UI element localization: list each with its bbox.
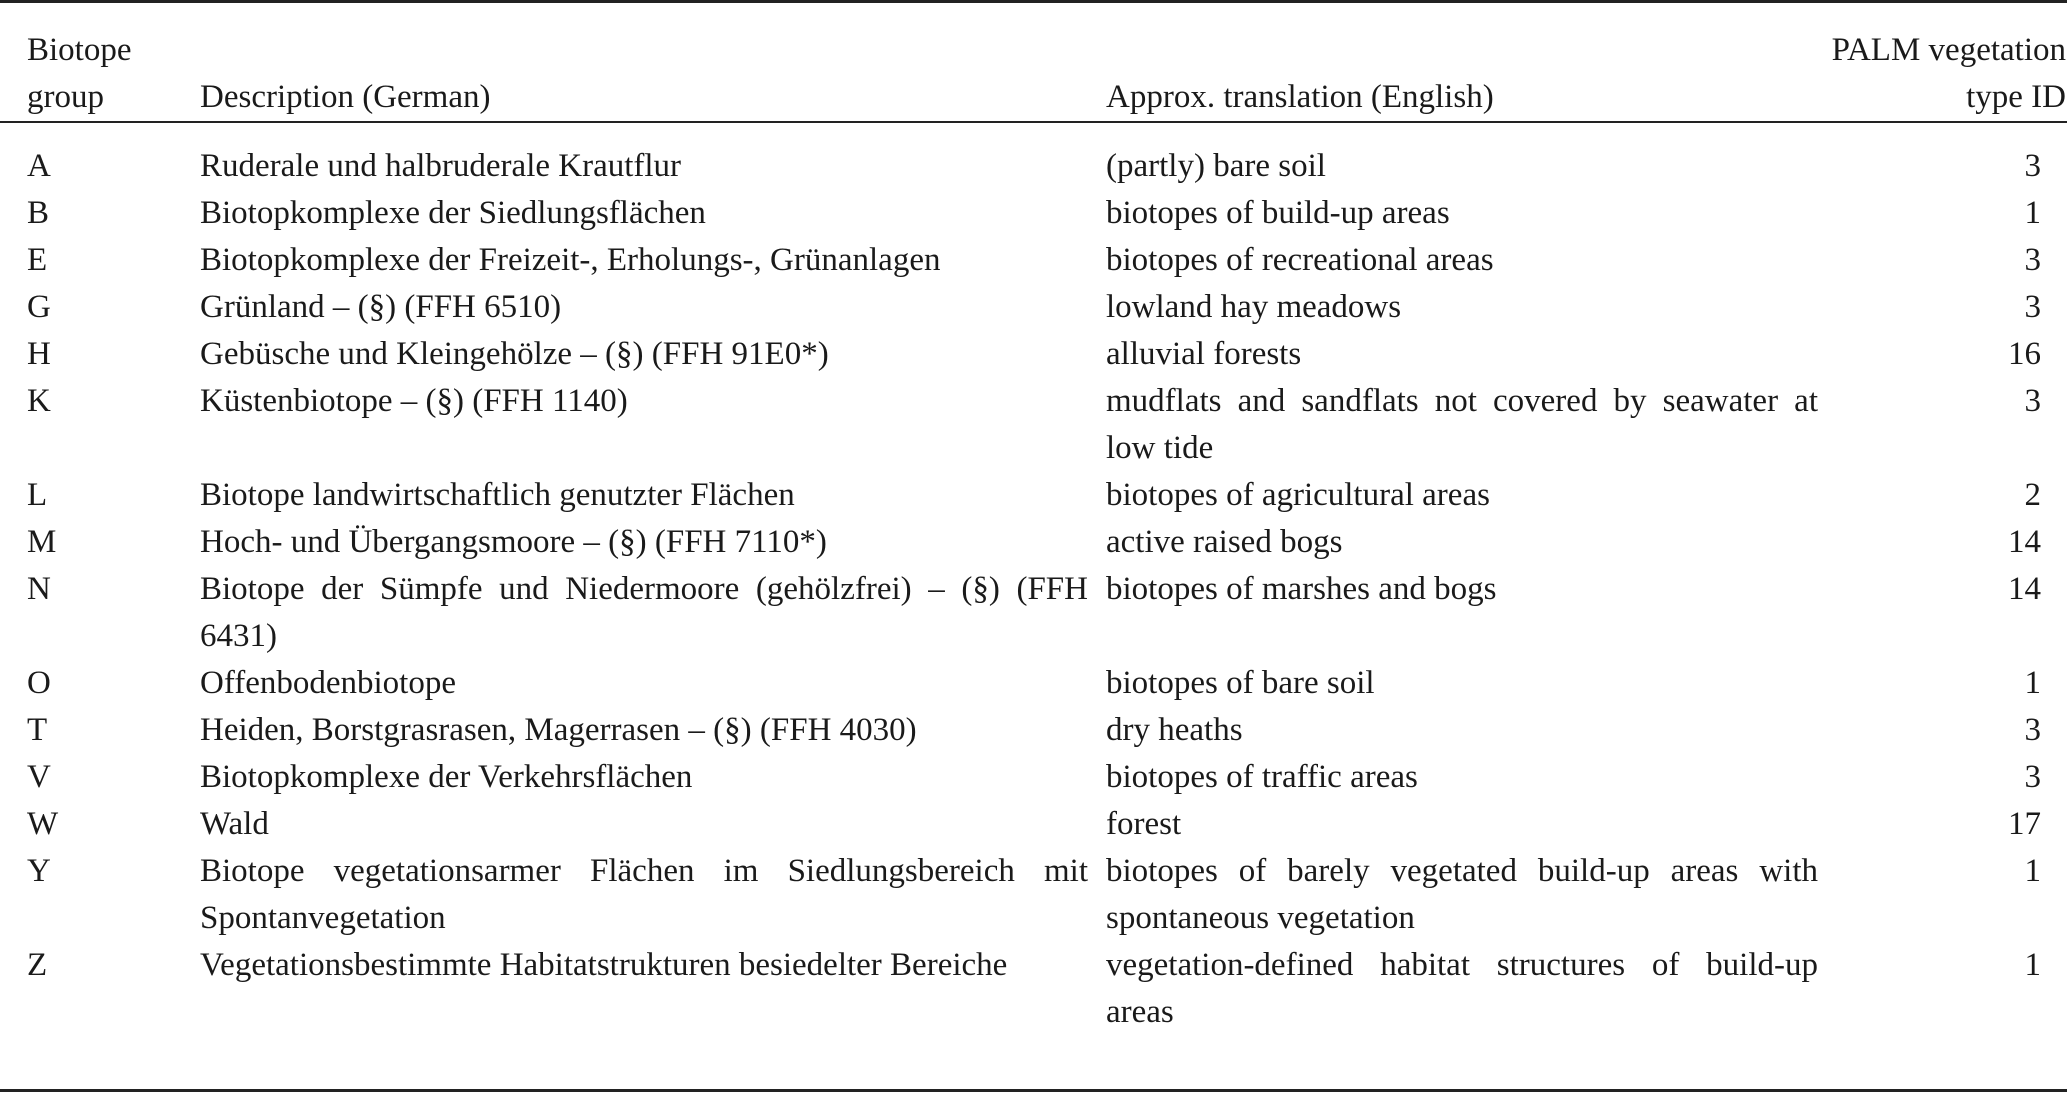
cell-description-de: Wald: [200, 806, 269, 842]
cell-biotope-group: K: [27, 383, 51, 419]
table-row: [0, 284, 2067, 331]
cell-biotope-group: O: [27, 665, 51, 701]
table-row: [0, 848, 2067, 942]
cell-translation-en: forest: [1106, 806, 1182, 842]
cell-palm-id: 1: [2024, 195, 2041, 231]
cell-translation-en: biotopes of barely vegetated build-up areas with spontaneous vegetation: [1106, 853, 1818, 936]
cell-description-de: Heiden, Borstgrasrasen, Magerrasen – (§) (FFH 4030): [200, 712, 917, 748]
cell-translation-en: biotopes of recreational areas: [1106, 242, 1494, 278]
cell-biotope-group: A: [27, 148, 51, 184]
cell-biotope-group: E: [27, 242, 48, 278]
cell-biotope-group: G: [27, 289, 51, 325]
cell-description-de: Biotope vegetationsarmer Flächen im Siedlungsbereich mit Spontanvegetation: [200, 853, 1088, 936]
table-row: [0, 707, 2067, 754]
cell-biotope-group: B: [27, 195, 50, 231]
cell-translation-en: active raised bogs: [1106, 524, 1343, 560]
table-row: [0, 660, 2067, 707]
table-row: [0, 754, 2067, 801]
cell-description-de: Biotope der Sümpfe und Niedermoore (gehölzfrei) – (§) (FFH 6431): [200, 571, 1088, 654]
header-translation-en: Approx. translation (English): [1106, 79, 1494, 115]
cell-biotope-group: Y: [27, 853, 51, 889]
cell-biotope-group: N: [27, 571, 51, 607]
cell-palm-id: 3: [2024, 712, 2041, 748]
cell-description-de: Ruderale und halbruderale Krautflur: [200, 148, 682, 184]
cell-palm-id: 14: [2008, 524, 2041, 560]
cell-description-de: Grünland – (§) (FFH 6510): [200, 289, 562, 325]
cell-palm-id: 3: [2024, 242, 2041, 278]
cell-palm-id: 3: [2024, 759, 2041, 795]
table-row: [0, 566, 2067, 660]
header-row: [0, 0, 2067, 133]
header-palm-id: PALM vegetation type ID: [1831, 32, 2066, 115]
cell-palm-id: 2: [2024, 477, 2041, 513]
cell-translation-en: biotopes of marshes and bogs: [1106, 571, 1497, 607]
header-group: Biotope group: [27, 32, 132, 115]
table-row: [0, 331, 2067, 378]
cell-palm-id: 3: [2024, 289, 2041, 325]
cell-translation-en: biotopes of agricultural areas: [1106, 477, 1490, 513]
cell-translation-en: biotopes of traffic areas: [1106, 759, 1418, 795]
cell-description-de: Vegetationsbestimmte Habitatstrukturen besiedelter Bereiche: [200, 947, 1008, 983]
cell-biotope-group: H: [27, 336, 51, 372]
cell-palm-id: 14: [2008, 571, 2041, 607]
cell-description-de: Gebüsche und Kleingehölze – (§) (FFH 91E0*): [200, 336, 829, 372]
cell-translation-en: vegetation-defined habitat structures of build-up areas: [1106, 947, 1818, 1030]
cell-biotope-group: L: [27, 477, 48, 513]
cell-description-de: Biotope landwirtschaftlich genutzter Flächen: [200, 477, 795, 513]
cell-translation-en: (partly) bare soil: [1106, 148, 1326, 184]
cell-description-de: Biotopkomplexe der Siedlungsflächen: [200, 195, 706, 231]
cell-biotope-group: M: [27, 524, 57, 560]
cell-translation-en: alluvial forests: [1106, 336, 1302, 372]
cell-description-de: Hoch- und Übergangsmoore – (§) (FFH 7110*): [200, 524, 827, 560]
cell-palm-id: 1: [2024, 947, 2041, 983]
table-row: [0, 801, 2067, 848]
cell-palm-id: 3: [2024, 148, 2041, 184]
cell-description-de: Offenbodenbiotope: [200, 665, 456, 701]
cell-translation-en: biotopes of bare soil: [1106, 665, 1375, 701]
table-row: [0, 519, 2067, 566]
table-row: [0, 378, 2067, 472]
cell-biotope-group: V: [27, 759, 51, 795]
cell-palm-id: 1: [2024, 853, 2041, 889]
table-row: [0, 190, 2067, 237]
cell-palm-id: 1: [2024, 665, 2041, 701]
cell-translation-en: lowland hay meadows: [1106, 289, 1402, 325]
bottom-rule: [0, 1089, 2067, 1092]
header-description-de: Description (German): [200, 79, 491, 115]
cell-palm-id: 16: [2008, 336, 2041, 372]
table-row: [0, 472, 2067, 519]
cell-biotope-group: W: [27, 806, 59, 842]
cell-palm-id: 3: [2024, 383, 2041, 419]
cell-description-de: Biotopkomplexe der Freizeit-, Erholungs-, Grünanlagen: [200, 242, 941, 278]
table-row: [0, 133, 2067, 190]
cell-biotope-group: Z: [27, 947, 48, 983]
table-row: [0, 942, 2067, 1036]
cell-translation-en: biotopes of build-up areas: [1106, 195, 1450, 231]
cell-palm-id: 17: [2008, 806, 2041, 842]
cell-description-de: Küstenbiotope – (§) (FFH 1140): [200, 383, 628, 419]
table-row: [0, 237, 2067, 284]
cell-translation-en: dry heaths: [1106, 712, 1243, 748]
cell-biotope-group: T: [27, 712, 48, 748]
cell-description-de: Biotopkomplexe der Verkehrsflächen: [200, 759, 693, 795]
cell-translation-en: mudflats and sandflats not covered by seawater at low tide: [1106, 383, 1818, 466]
